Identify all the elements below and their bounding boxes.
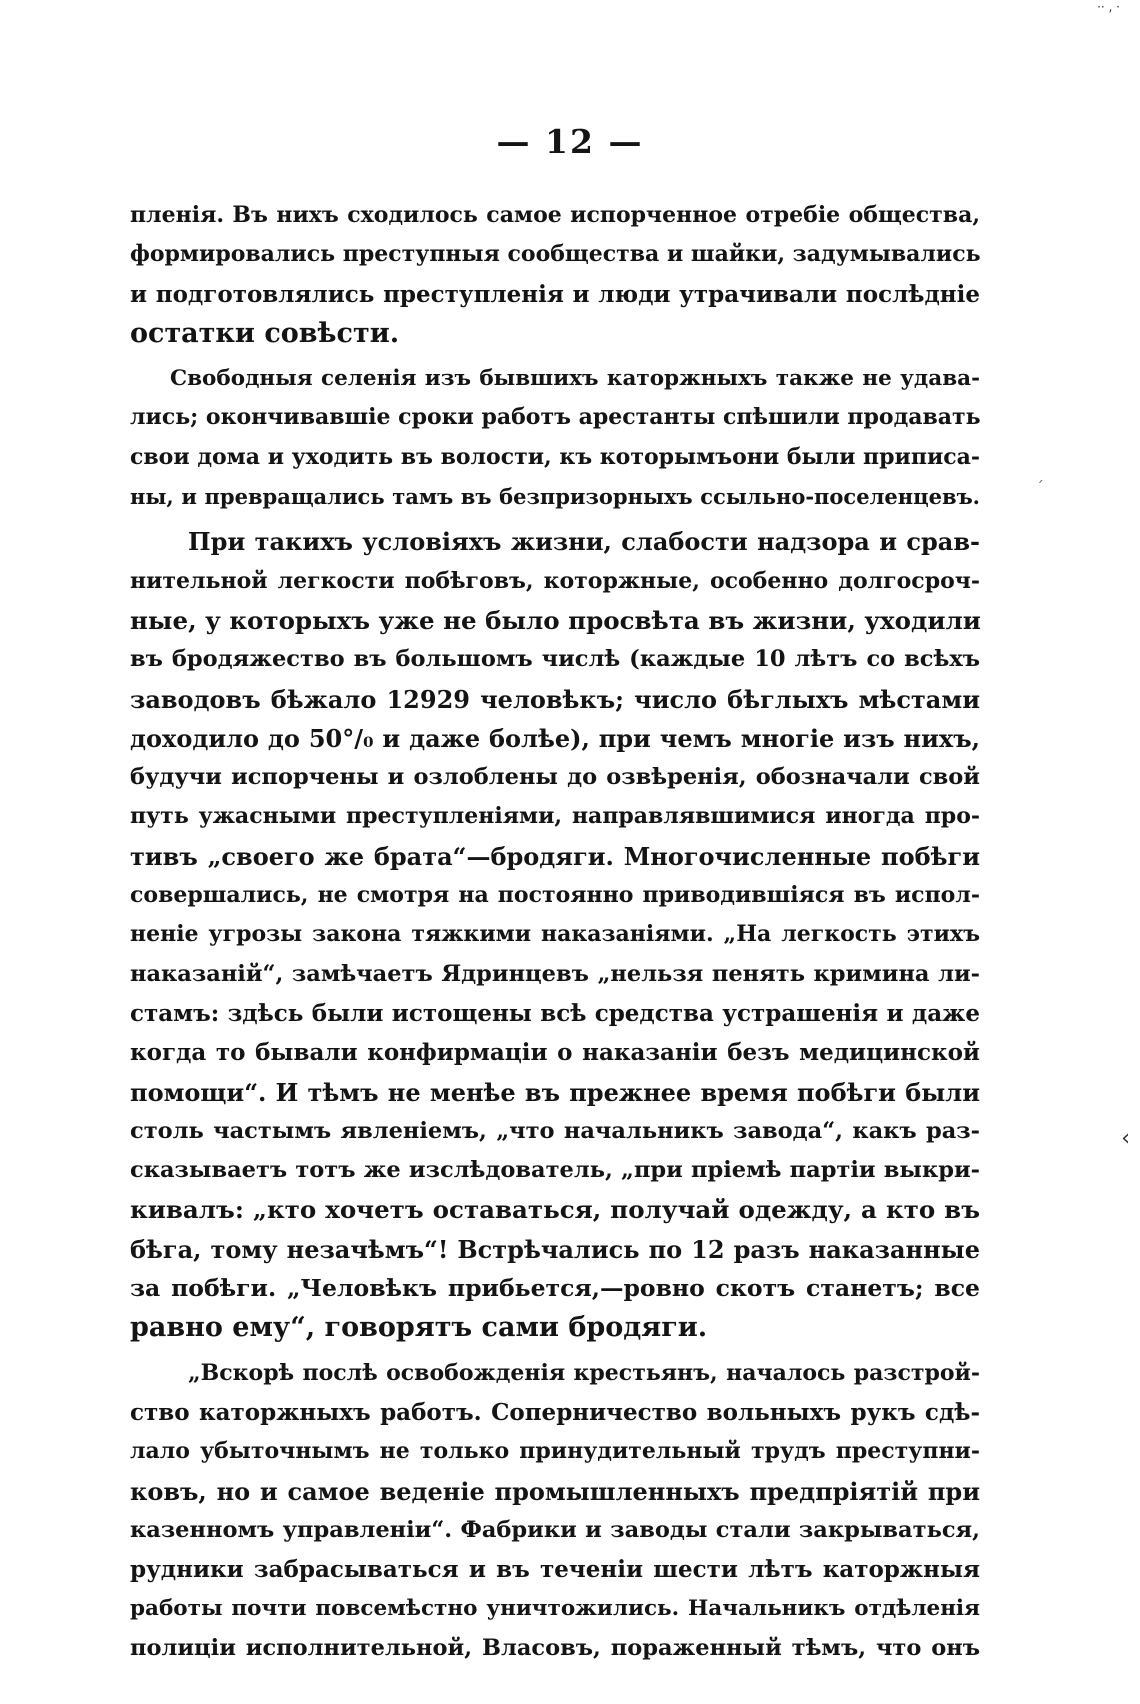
- text-line: заводовъ бѣжало 12929 человѣкъ; число бѣглыхъ мѣстами: [130, 684, 980, 714]
- text-line: и подготовлялись преступленія и люди утрачивали послѣдніе: [130, 280, 980, 308]
- text-line: равно ему“, говорятъ сами бродяги.: [130, 1312, 708, 1344]
- text-line: когда то бывали конфирмаціи о наказаніи безъ медицинской: [130, 1039, 980, 1067]
- text-line: формировались преступныя сообщества и шайки, задумывались: [130, 241, 981, 268]
- text-line: свои дома и уходить въ волости, къ которымъони были приписа-: [130, 443, 981, 470]
- page-number: — 12 —: [496, 122, 644, 161]
- text-line: сказываетъ тотъ же изслѣдователь, „при пріемѣ партіи выкри-: [130, 1157, 980, 1184]
- margin-mark-top-right: ·· ‚ ·: [1097, 0, 1120, 14]
- text-line: пленія. Въ нихъ сходилось самое испорченное отребіе общества,: [130, 202, 980, 228]
- text-line: нительной легкости побѣговъ, которжные, особенно долгосроч-: [130, 567, 980, 594]
- text-line: лись; окончивавшіе сроки работъ арестанты спѣшили продавать: [130, 404, 981, 431]
- text-line: ство каторжныхъ работъ. Соперничество вольныхъ рукъ сдѣ-: [130, 1398, 980, 1426]
- text-line: тивъ „своего же брата“—бродяги. Многочисленные побѣги: [130, 841, 980, 871]
- text-line: въ бродяжество въ большомъ числѣ (каждые 10 лѣтъ со всѣхъ: [130, 646, 980, 673]
- text-line: стамъ: здѣсь были истощены всѣ средства устрашенія и даже: [130, 999, 980, 1027]
- text-line: помощи“. И тѣмъ не менѣе въ прежнее время побѣги были: [130, 1077, 980, 1107]
- text-line: доходило до 50°/₀ и даже болѣе), при чемъ многіе изъ нихъ,: [130, 723, 980, 753]
- text-line: рудники забрасываться и въ теченіи шести лѣтъ каторжныя: [130, 1556, 980, 1584]
- body-text: [130, 196, 980, 1668]
- margin-mark-slash: ˏ: [1036, 464, 1044, 483]
- text-line: Свободныя селенія изъ бывшихъ каторжныхъ также не удава-: [170, 366, 980, 392]
- paragraph-4: [130, 1354, 980, 1668]
- text-line: за побѣги. „Человѣкъ прибьется,—ровно скотъ станетъ; все: [130, 1274, 980, 1303]
- text-line: „Вскорѣ послѣ освобожденія крестьянъ, началось разстрой-: [188, 1359, 980, 1386]
- text-line: кивалъ: „кто хочетъ оставаться, получай одежду, а кто въ: [130, 1195, 980, 1225]
- text-line: ковъ, но и самое веденіе промышленныхъ предпріятій при: [130, 1476, 980, 1506]
- paragraph-1: [130, 196, 980, 353]
- text-line: При такихъ условіяхъ жизни, слабости надзора и срав-: [188, 527, 980, 557]
- text-line: полиціи исполнительной, Власовъ, пораженный тѣмъ, что онъ: [130, 1634, 980, 1661]
- paragraph-3: [130, 522, 980, 1347]
- text-line: путь ужасными преступленіями, направлявшимися иногда про-: [130, 803, 980, 830]
- text-line: бѣга, тому незачѣмъ“! Встрѣчались по 12 разъ наказанные: [130, 1234, 980, 1264]
- text-line: совершались, не смотря на постоянно приводившіяся въ испол-: [130, 882, 980, 909]
- paragraph-2: [130, 359, 980, 516]
- text-line: ные, у которыхъ уже не было просвѣта въ жизни, уходили: [130, 605, 981, 635]
- text-line: наказаній“, замѣчаетъ Ядринцевъ „нельзя пенять кримина ли-: [130, 960, 980, 987]
- margin-mark-right-middle: ‹: [1121, 1126, 1130, 1151]
- text-line: будучи испорчены и озлоблены до озвѣренія, обозначали свой: [130, 764, 980, 791]
- text-line: столь частымъ явленіемъ, „что начальникъ завода“, какъ раз-: [130, 1117, 980, 1144]
- text-line: остатки совѣсти.: [130, 317, 400, 349]
- text-line: ны, и превращались тамъ въ безпризорныхъ ссыльно-поселенцевъ.: [130, 484, 980, 510]
- text-line: лало убыточнымъ не только принудительный трудъ преступни-: [130, 1438, 980, 1465]
- text-line: работы почти повсемѣстно уничтожились. Начальникъ отдѣленія: [130, 1596, 980, 1622]
- text-line: неніе угрозы закона тяжкими наказаніями. „На легкость этихъ: [130, 921, 980, 948]
- text-line: казенномъ управленіи“. Фабрики и заводы стали закрываться,: [130, 1516, 980, 1543]
